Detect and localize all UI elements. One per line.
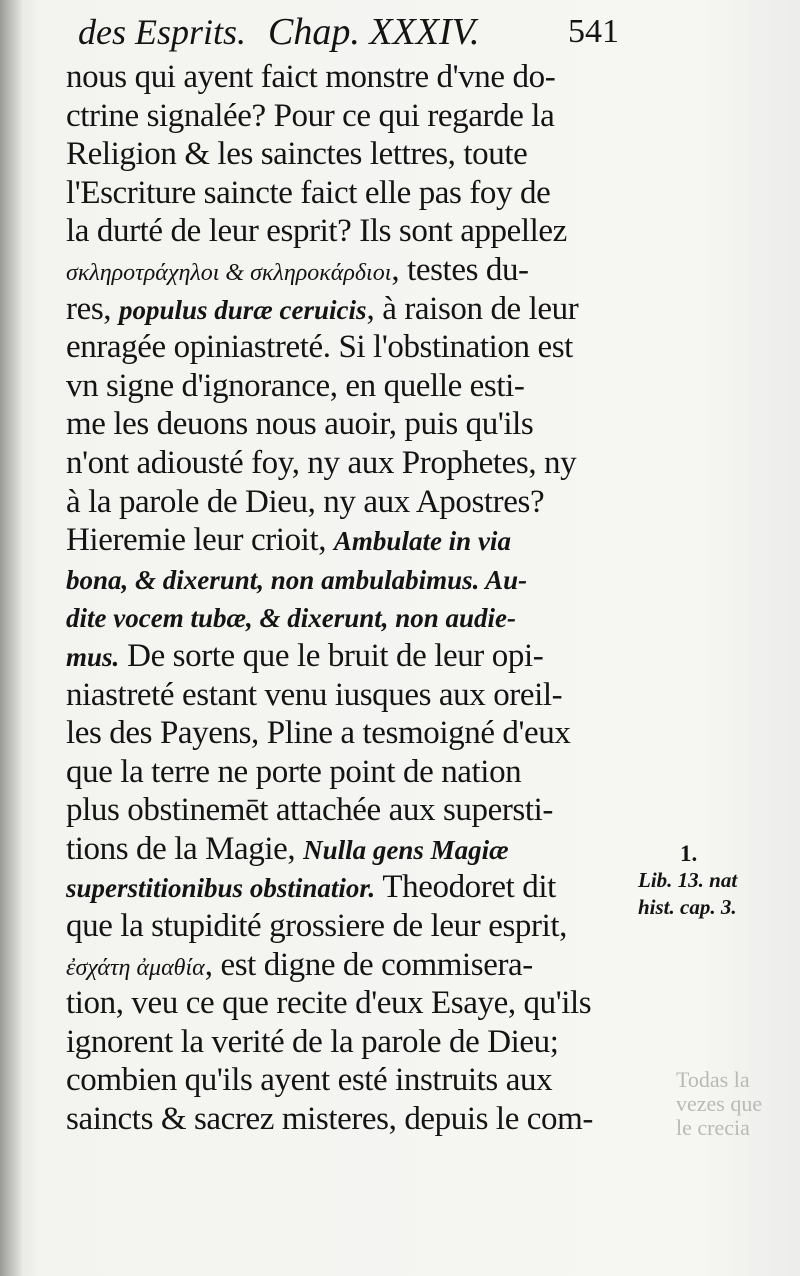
text-line — [66, 521, 640, 560]
text-line — [66, 598, 640, 637]
note-line: Lib. 13. nat — [638, 868, 738, 892]
text-line: nous qui ayent faict monstre d'vne do- — [66, 59, 556, 95]
text-line: saincts & sacrez misteres, depuis le com- — [66, 1101, 594, 1138]
text-line: combien qu'ils ayent esté instruits aux — [66, 1062, 553, 1099]
text-line: me les deuons nous auoir, puis qu'ils — [66, 406, 534, 443]
text-line — [66, 560, 640, 599]
text-line — [66, 868, 640, 907]
bleed-line: le crecia — [676, 1115, 750, 1140]
text-line — [66, 637, 640, 676]
chapter-label: Chap. XXXIV. — [268, 11, 480, 53]
latin-quote: bona, & dixerunt, non ambulabimus. Au- — [66, 564, 528, 595]
running-header — [72, 6, 642, 58]
text-line: l'Escriture saincte faict elle pas foy de — [66, 174, 551, 211]
margin-note — [638, 840, 788, 921]
text-line — [66, 290, 640, 329]
body-text — [66, 58, 640, 1139]
text-span: , testes du- — [391, 251, 529, 288]
text-line: niastreté estant venu iusques aux oreil- — [66, 676, 563, 713]
page-number: 541 — [568, 13, 619, 50]
bleed-through-text — [676, 1068, 796, 1140]
text-line: Religion & les sainctes lettres, toute — [66, 136, 528, 173]
note-line: hist. cap. 3. — [638, 895, 737, 919]
text-line: ignorent la verité de la parole de Dieu; — [66, 1023, 559, 1060]
text-line: plus obstinemēt attachée aux supersti- — [66, 792, 553, 829]
text-line: ctrine signalée? Pour ce qui regarde la — [66, 97, 555, 134]
text-span: Theodoret dit — [375, 869, 556, 906]
text-span: tions de la Magie, — [66, 830, 304, 867]
text-line: les des Payens, Pline a tesmoigné d'eux — [66, 715, 571, 752]
text-line — [66, 946, 640, 985]
page-gutter-shadow — [0, 0, 22, 1276]
running-title: des Esprits. — [78, 12, 247, 52]
text-span: , est digne de commisera- — [204, 946, 533, 983]
text-line: la durté de leur esprit? Ils sont appellez — [66, 213, 567, 250]
text-span: res, — [66, 290, 119, 327]
text-line — [66, 251, 640, 290]
greek-phrase: σκληροτράχηλοι & σκληροκάρδιοι — [66, 259, 392, 286]
text-line: vn signe d'ignorance, en quelle esti- — [66, 367, 525, 404]
text-span: , à raison de leur — [366, 290, 579, 327]
text-line: enragée opiniastreté. Si l'obstination est — [66, 329, 573, 366]
text-line: que la terre ne porte point de nation — [66, 753, 522, 790]
bleed-line: Todas la — [676, 1067, 750, 1092]
text-line — [66, 830, 640, 869]
latin-quote: Ambulate in via — [333, 526, 511, 557]
latin-quote: Nulla gens Magiæ — [303, 834, 509, 865]
greek-phrase: ἐσχάτη ἀμαθία — [66, 954, 205, 981]
text-span: De sorte que le bruit de leur opi- — [119, 637, 544, 674]
latin-quote: superstitionibus obstinatior. — [66, 873, 376, 904]
latin-quote: mus. — [66, 641, 120, 672]
bleed-line: vezes que — [676, 1091, 763, 1116]
latin-quote: dite vocem tubæ, & dixerunt, non audie- — [66, 603, 517, 634]
text-line: n'ont adiousté foy, ny aux Prophetes, ny — [66, 444, 577, 481]
text-span: Hieremie leur crioit, — [66, 522, 334, 559]
text-line: que la stupidité grossiere de leur esprit, — [66, 908, 567, 945]
text-line: tion, veu ce que recite d'eux Esaye, qu'ils — [66, 985, 592, 1022]
latin-quote: populus duræ ceruicis — [118, 294, 367, 325]
note-number: 1. — [680, 841, 698, 866]
text-line: à la parole de Dieu, ny aux Apostres? — [66, 483, 545, 520]
